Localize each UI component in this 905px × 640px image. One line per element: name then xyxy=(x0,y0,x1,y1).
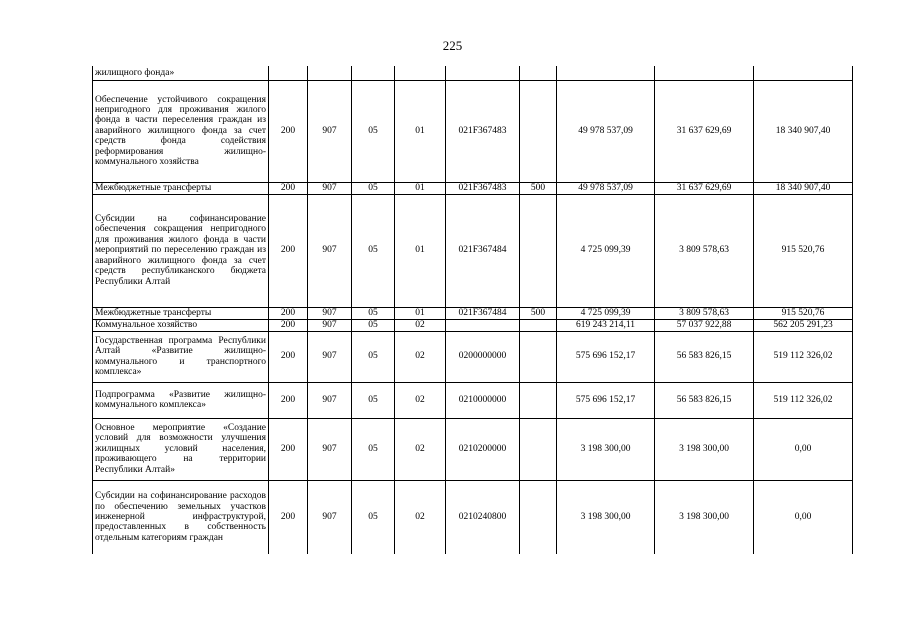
cell-sum2: 57 037 922,88 xyxy=(655,319,754,331)
cell-sum1 xyxy=(557,66,655,80)
cell-sum2: 3 809 578,63 xyxy=(655,307,754,319)
cell-name: Субсидии на софинансирование расходов по обеспечению земельных участков инженерной инфраструктурой, предоставленных в собственность отдельным категориям граждан xyxy=(93,480,269,554)
cell-sum1: 49 978 537,09 xyxy=(557,182,655,194)
cell-csr xyxy=(446,66,520,80)
table-row xyxy=(93,331,853,382)
cell-sum1: 4 725 099,39 xyxy=(557,194,655,307)
cell-ved: 907 xyxy=(308,382,352,418)
cell-name: Обеспечение устойчивого сокращения непригодного для проживания жилого фонда в части переселения граждан из аварийного жилищного фонда за счет средств фонда содействия реформирования жилищно-коммунального хозяйства xyxy=(93,80,269,182)
cell-grbs: 200 xyxy=(269,194,308,307)
cell-sum1: 3 198 300,00 xyxy=(557,418,655,480)
cell-sum3: 915 520,76 xyxy=(754,307,853,319)
cell-vr xyxy=(520,66,557,80)
cell-sum1: 619 243 214,11 xyxy=(557,319,655,331)
cell-vr: 500 xyxy=(520,307,557,319)
cell-sum2: 31 637 629,69 xyxy=(655,182,754,194)
cell-pr: 02 xyxy=(395,319,446,331)
cell-grbs: 200 xyxy=(269,382,308,418)
cell-grbs: 200 xyxy=(269,80,308,182)
cell-name: Межбюджетные трансферты xyxy=(93,182,269,194)
cell-ved xyxy=(308,66,352,80)
cell-sum2: 3 198 300,00 xyxy=(655,418,754,480)
cell-sum3: 0,00 xyxy=(754,480,853,554)
cell-name: жилищного фонда» xyxy=(93,66,269,80)
cell-sum2: 56 583 826,15 xyxy=(655,331,754,382)
cell-sum1: 49 978 537,09 xyxy=(557,80,655,182)
cell-sum2: 3 198 300,00 xyxy=(655,480,754,554)
cell-ved: 907 xyxy=(308,80,352,182)
cell-rz xyxy=(352,66,395,80)
cell-pr: 02 xyxy=(395,480,446,554)
cell-csr: 021F367483 xyxy=(446,80,520,182)
page-number: 225 xyxy=(442,38,463,53)
cell-sum1: 575 696 152,17 xyxy=(557,382,655,418)
table-row xyxy=(93,194,853,307)
cell-rz: 05 xyxy=(352,331,395,382)
cell-grbs: 200 xyxy=(269,319,308,331)
cell-vr xyxy=(520,418,557,480)
cell-name: Подпрограмма «Развитие жилищно-коммунального комплекса» xyxy=(93,382,269,418)
cell-ved: 907 xyxy=(308,480,352,554)
cell-vr xyxy=(520,194,557,307)
cell-vr xyxy=(520,480,557,554)
cell-ved: 907 xyxy=(308,194,352,307)
cell-ved: 907 xyxy=(308,319,352,331)
cell-sum3: 519 112 326,02 xyxy=(754,382,853,418)
cell-pr: 01 xyxy=(395,307,446,319)
cell-vr xyxy=(520,331,557,382)
cell-sum1: 3 198 300,00 xyxy=(557,480,655,554)
cell-pr: 01 xyxy=(395,194,446,307)
cell-csr: 0210000000 xyxy=(446,382,520,418)
cell-pr: 02 xyxy=(395,331,446,382)
table-row xyxy=(93,382,853,418)
cell-rz: 05 xyxy=(352,382,395,418)
cell-vr xyxy=(520,319,557,331)
cell-rz: 05 xyxy=(352,80,395,182)
table-row xyxy=(93,182,853,194)
cell-name: Коммунальное хозяйство xyxy=(93,319,269,331)
cell-ved: 907 xyxy=(308,307,352,319)
cell-csr: 0200000000 xyxy=(446,331,520,382)
cell-sum3: 519 112 326,02 xyxy=(754,331,853,382)
cell-name: Субсидии на софинансирование обеспечения сокращения непригодного для проживания жилого фонда в части мероприятий по переселению граждан из аварийного жилищного фонда за счет средств республиканского бюджета Республики Алтай xyxy=(93,194,269,307)
cell-rz: 05 xyxy=(352,182,395,194)
cell-pr: 02 xyxy=(395,418,446,480)
budget-table xyxy=(92,66,853,554)
cell-csr: 021F367484 xyxy=(446,307,520,319)
cell-sum2: 3 809 578,63 xyxy=(655,194,754,307)
table-row xyxy=(93,66,853,80)
cell-ved: 907 xyxy=(308,418,352,480)
cell-sum3 xyxy=(754,66,853,80)
cell-name: Межбюджетные трансферты xyxy=(93,307,269,319)
cell-grbs: 200 xyxy=(269,331,308,382)
cell-rz: 05 xyxy=(352,307,395,319)
cell-sum3: 915 520,76 xyxy=(754,194,853,307)
table-row xyxy=(93,80,853,182)
cell-sum3: 18 340 907,40 xyxy=(754,182,853,194)
cell-sum3: 0,00 xyxy=(754,418,853,480)
cell-grbs: 200 xyxy=(269,182,308,194)
cell-ved: 907 xyxy=(308,331,352,382)
table-row xyxy=(93,480,853,554)
cell-ved: 907 xyxy=(308,182,352,194)
cell-name: Основное мероприятие «Создание условий для возможности улучшения жилищных условий населения, проживающего на территории Республики Алтай» xyxy=(93,418,269,480)
cell-grbs xyxy=(269,66,308,80)
table-row xyxy=(93,319,853,331)
cell-grbs: 200 xyxy=(269,307,308,319)
cell-pr xyxy=(395,66,446,80)
cell-sum2: 31 637 629,69 xyxy=(655,80,754,182)
cell-sum1: 4 725 099,39 xyxy=(557,307,655,319)
table-row xyxy=(93,307,853,319)
cell-csr: 0210200000 xyxy=(446,418,520,480)
cell-pr: 01 xyxy=(395,182,446,194)
cell-grbs: 200 xyxy=(269,480,308,554)
cell-rz: 05 xyxy=(352,480,395,554)
cell-csr: 0210240800 xyxy=(446,480,520,554)
cell-vr: 500 xyxy=(520,182,557,194)
cell-rz: 05 xyxy=(352,418,395,480)
cell-pr: 01 xyxy=(395,80,446,182)
cell-sum2 xyxy=(655,66,754,80)
cell-grbs: 200 xyxy=(269,418,308,480)
cell-sum2: 56 583 826,15 xyxy=(655,382,754,418)
cell-csr: 021F367484 xyxy=(446,194,520,307)
cell-rz: 05 xyxy=(352,194,395,307)
cell-vr xyxy=(520,382,557,418)
cell-rz: 05 xyxy=(352,319,395,331)
cell-sum1: 575 696 152,17 xyxy=(557,331,655,382)
cell-csr: 021F367483 xyxy=(446,182,520,194)
cell-sum3: 562 205 291,23 xyxy=(754,319,853,331)
cell-name: Государственная программа Республики Алтай «Развитие жилищно-коммунального и транспортного комплекса» xyxy=(93,331,269,382)
cell-pr: 02 xyxy=(395,382,446,418)
cell-csr xyxy=(446,319,520,331)
cell-sum3: 18 340 907,40 xyxy=(754,80,853,182)
cell-vr xyxy=(520,80,557,182)
table-row xyxy=(93,418,853,480)
